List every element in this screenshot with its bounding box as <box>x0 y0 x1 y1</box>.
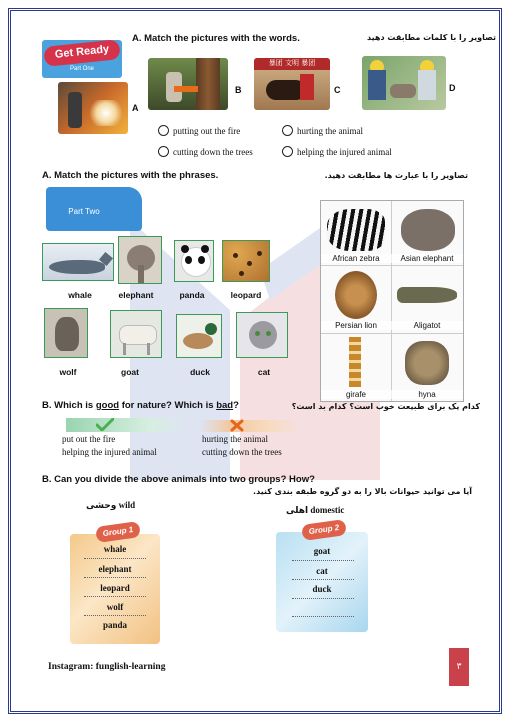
part-two-banner <box>46 187 142 231</box>
group1-card <box>70 524 160 644</box>
group1-item: elephant <box>98 564 132 574</box>
giraffe-picture <box>349 337 361 387</box>
group1-title: Group 1 <box>95 521 141 543</box>
group2-item: goat <box>313 546 331 556</box>
label-persian-lion: Persian lion <box>321 321 391 330</box>
option-putting-out-fire[interactable]: putting out the fire <box>158 125 240 136</box>
letter-b: B <box>235 85 242 95</box>
firefighter-picture <box>58 82 128 134</box>
bullfight-picture <box>254 58 330 110</box>
check-icon <box>96 418 114 431</box>
panda-picture <box>174 240 214 282</box>
section4-heading: B. Can you divide the above animals into two groups? How? <box>42 474 315 485</box>
option-hurting-animal[interactable]: hurting the animal <box>282 125 363 136</box>
radio-circle[interactable] <box>158 146 169 157</box>
animal-grid <box>320 200 464 402</box>
group1-item: panda <box>102 620 128 630</box>
bad-item-1: hurting the animal <box>202 434 268 444</box>
option-helping-animal[interactable]: helping the injured animal <box>282 146 392 157</box>
duck-picture <box>176 314 222 358</box>
label-aligatot: Aligatot <box>391 321 463 330</box>
page-number-badge: ۳ <box>449 648 469 686</box>
section2-heading-fa: تصاویر را با عبارت ها مطابقت دهید. <box>324 171 468 180</box>
group2-item: cat <box>316 566 328 576</box>
section4-heading-fa: آیا می توانید حیوانات بالا را به دو گروه طبقه بندی کنید. <box>253 487 472 496</box>
leopard-picture <box>222 240 270 282</box>
label-panda: panda <box>179 290 205 300</box>
zebra-picture <box>327 209 385 251</box>
group1-item: leopard <box>100 583 130 593</box>
instagram-handle: Instagram: funglish-learning <box>48 662 166 672</box>
label-cat: cat <box>257 367 271 377</box>
good-highlight <box>66 418 186 432</box>
label-duck: duck <box>190 367 210 377</box>
rescue-picture <box>362 56 446 110</box>
label-elephant: elephant <box>118 290 154 300</box>
option-cutting-trees[interactable]: cutting down the trees <box>158 146 253 157</box>
label-wolf: wolf <box>59 367 77 377</box>
group2-card <box>276 522 368 632</box>
whale-picture <box>42 243 114 281</box>
label-asian-elephant: Asian elephant <box>391 254 463 263</box>
good-item-2: helping the injured animal <box>62 447 157 457</box>
asian-elephant-picture <box>401 209 455 251</box>
section1-heading-fa: تصاویر را با کلمات مطابقت دهید <box>367 33 496 42</box>
label-african-zebra: African zebra <box>321 254 391 263</box>
cross-icon <box>230 419 244 432</box>
letter-c: C <box>334 85 341 95</box>
radio-circle[interactable] <box>282 125 293 136</box>
radio-circle[interactable] <box>282 146 293 157</box>
get-ready-logo <box>42 40 122 78</box>
group1-item: wolf <box>106 602 124 612</box>
letter-d: D <box>449 83 456 93</box>
logo-subtitle: Part One <box>69 66 94 72</box>
bad-item-2: cutting down the trees <box>202 447 282 457</box>
cat-picture <box>236 312 288 358</box>
section3-heading: B. Which is good for nature? Which is bad? <box>42 400 239 411</box>
wild-label: وحشی wild <box>86 500 136 511</box>
section1-heading: A. Match the pictures with the words. <box>132 33 300 44</box>
goat-picture <box>110 310 162 358</box>
label-goat: goat <box>121 367 139 377</box>
hyena-picture <box>405 341 449 385</box>
letter-a: A <box>132 103 139 113</box>
group1-item: whale <box>103 544 127 554</box>
lion-picture <box>335 271 377 319</box>
logo-title: Get Ready <box>54 43 110 61</box>
bad-word: bad <box>216 400 234 411</box>
label-hyna: hyna <box>391 390 463 399</box>
label-leopard: leopard <box>230 290 262 300</box>
radio-circle[interactable] <box>158 125 169 136</box>
section2-heading: A. Match the pictures with the phrases. <box>42 170 219 181</box>
wolf-picture <box>44 308 88 358</box>
domestic-label: اهلی domestic <box>286 505 345 516</box>
group2-item: duck <box>312 584 332 594</box>
banner-sign: 暴团 文明 暴团 <box>254 58 330 70</box>
group2-title: Group 2 <box>301 519 347 541</box>
good-item-1: put out the fire <box>62 434 116 444</box>
part-two-label: Part Two <box>68 207 100 216</box>
good-word: good <box>95 400 120 411</box>
label-whale: whale <box>68 290 92 300</box>
elephant-picture <box>118 236 162 284</box>
tree-cutting-picture <box>148 58 228 110</box>
section3-heading-fa: کدام یک برای طبیعت خوب است؟ کدام بد است؟ <box>291 402 480 411</box>
alligator-picture <box>397 287 457 303</box>
label-girafe: girafe <box>321 390 391 399</box>
bad-highlight <box>200 420 300 432</box>
